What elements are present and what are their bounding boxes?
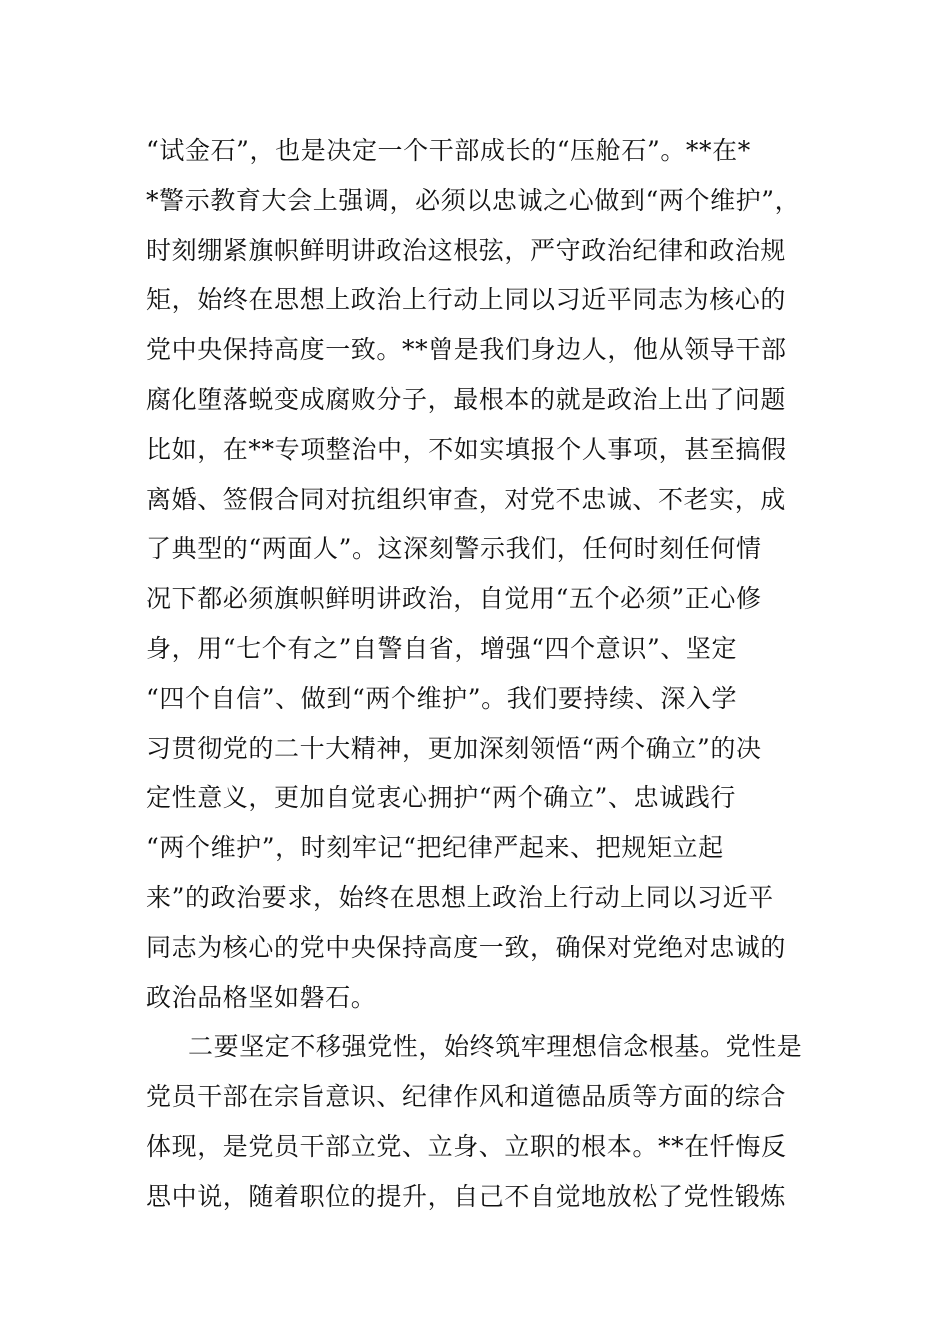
body-text (146, 126, 836, 1222)
text-line: 思中说，随着职位的提升，自己不自觉地放松了党性锻炼 (146, 1181, 787, 1211)
text-line: 身，用“七个有之”自警自省，增强“四个意识”、坚定 (146, 633, 738, 663)
text-line: “两个维护”，时刻牢记“把纪律严起来、把规矩立起 (146, 833, 724, 863)
text-line: 党员干部在宗旨意识、纪律作风和道德品质等方面的综合 (146, 1082, 787, 1112)
text-line: *警示教育大会上强调，必须以忠诚之心做到“两个维护”， (146, 185, 801, 215)
text-line: 党中央保持高度一致。**曾是我们身边人，他从领导干部 (146, 335, 787, 365)
text-line: 比如，在**专项整治中，不如实填报个人事项，甚至搞假 (146, 434, 787, 464)
text-line: 定性意义，更加自觉衷心拥护“两个确立”、忠诚践行 (146, 783, 736, 813)
paragraph-start-line: 二要坚定不移强党性，始终筑牢理想信念根基。党性是 (188, 1032, 803, 1062)
text-line: 时刻绷紧旗帜鲜明讲政治这根弦，严守政治纪律和政治规 (146, 235, 787, 265)
text-line: 矩，始终在思想上政治上行动上同以习近平同志为核心的 (146, 285, 787, 315)
text-line: 习贯彻党的二十大精神，更加深刻领悟“两个确立”的决 (146, 733, 762, 763)
text-line: 况下都必须旗帜鲜明讲政治，自觉用“五个必须”正心修 (146, 584, 762, 614)
text-line: 体现，是党员干部立党、立身、立职的根本。**在忏悔反 (146, 1131, 787, 1161)
text-line: 政治品格坚如磐石。 (146, 982, 377, 1012)
text-line: “试金石”，也是决定一个干部成长的“压舱石”。**在* (146, 136, 751, 165)
text-line: 腐化堕落蜕变成腐败分子，最根本的就是政治上出了问题 (146, 384, 787, 414)
text-line: 来”的政治要求，始终在思想上政治上行动上同以习近平 (146, 882, 774, 912)
text-line: 同志为核心的党中央保持高度一致，确保对党绝对忠诚的 (146, 932, 787, 962)
text-line: 离婚、签假合同对抗组织审查，对党不忠诚、不老实，成 (146, 484, 787, 514)
text-line: “四个自信”、做到“两个维护”。我们要持续、深入学 (146, 683, 738, 713)
text-line: 了典型的“两面人”。这深刻警示我们，任何时刻任何情 (146, 534, 762, 564)
